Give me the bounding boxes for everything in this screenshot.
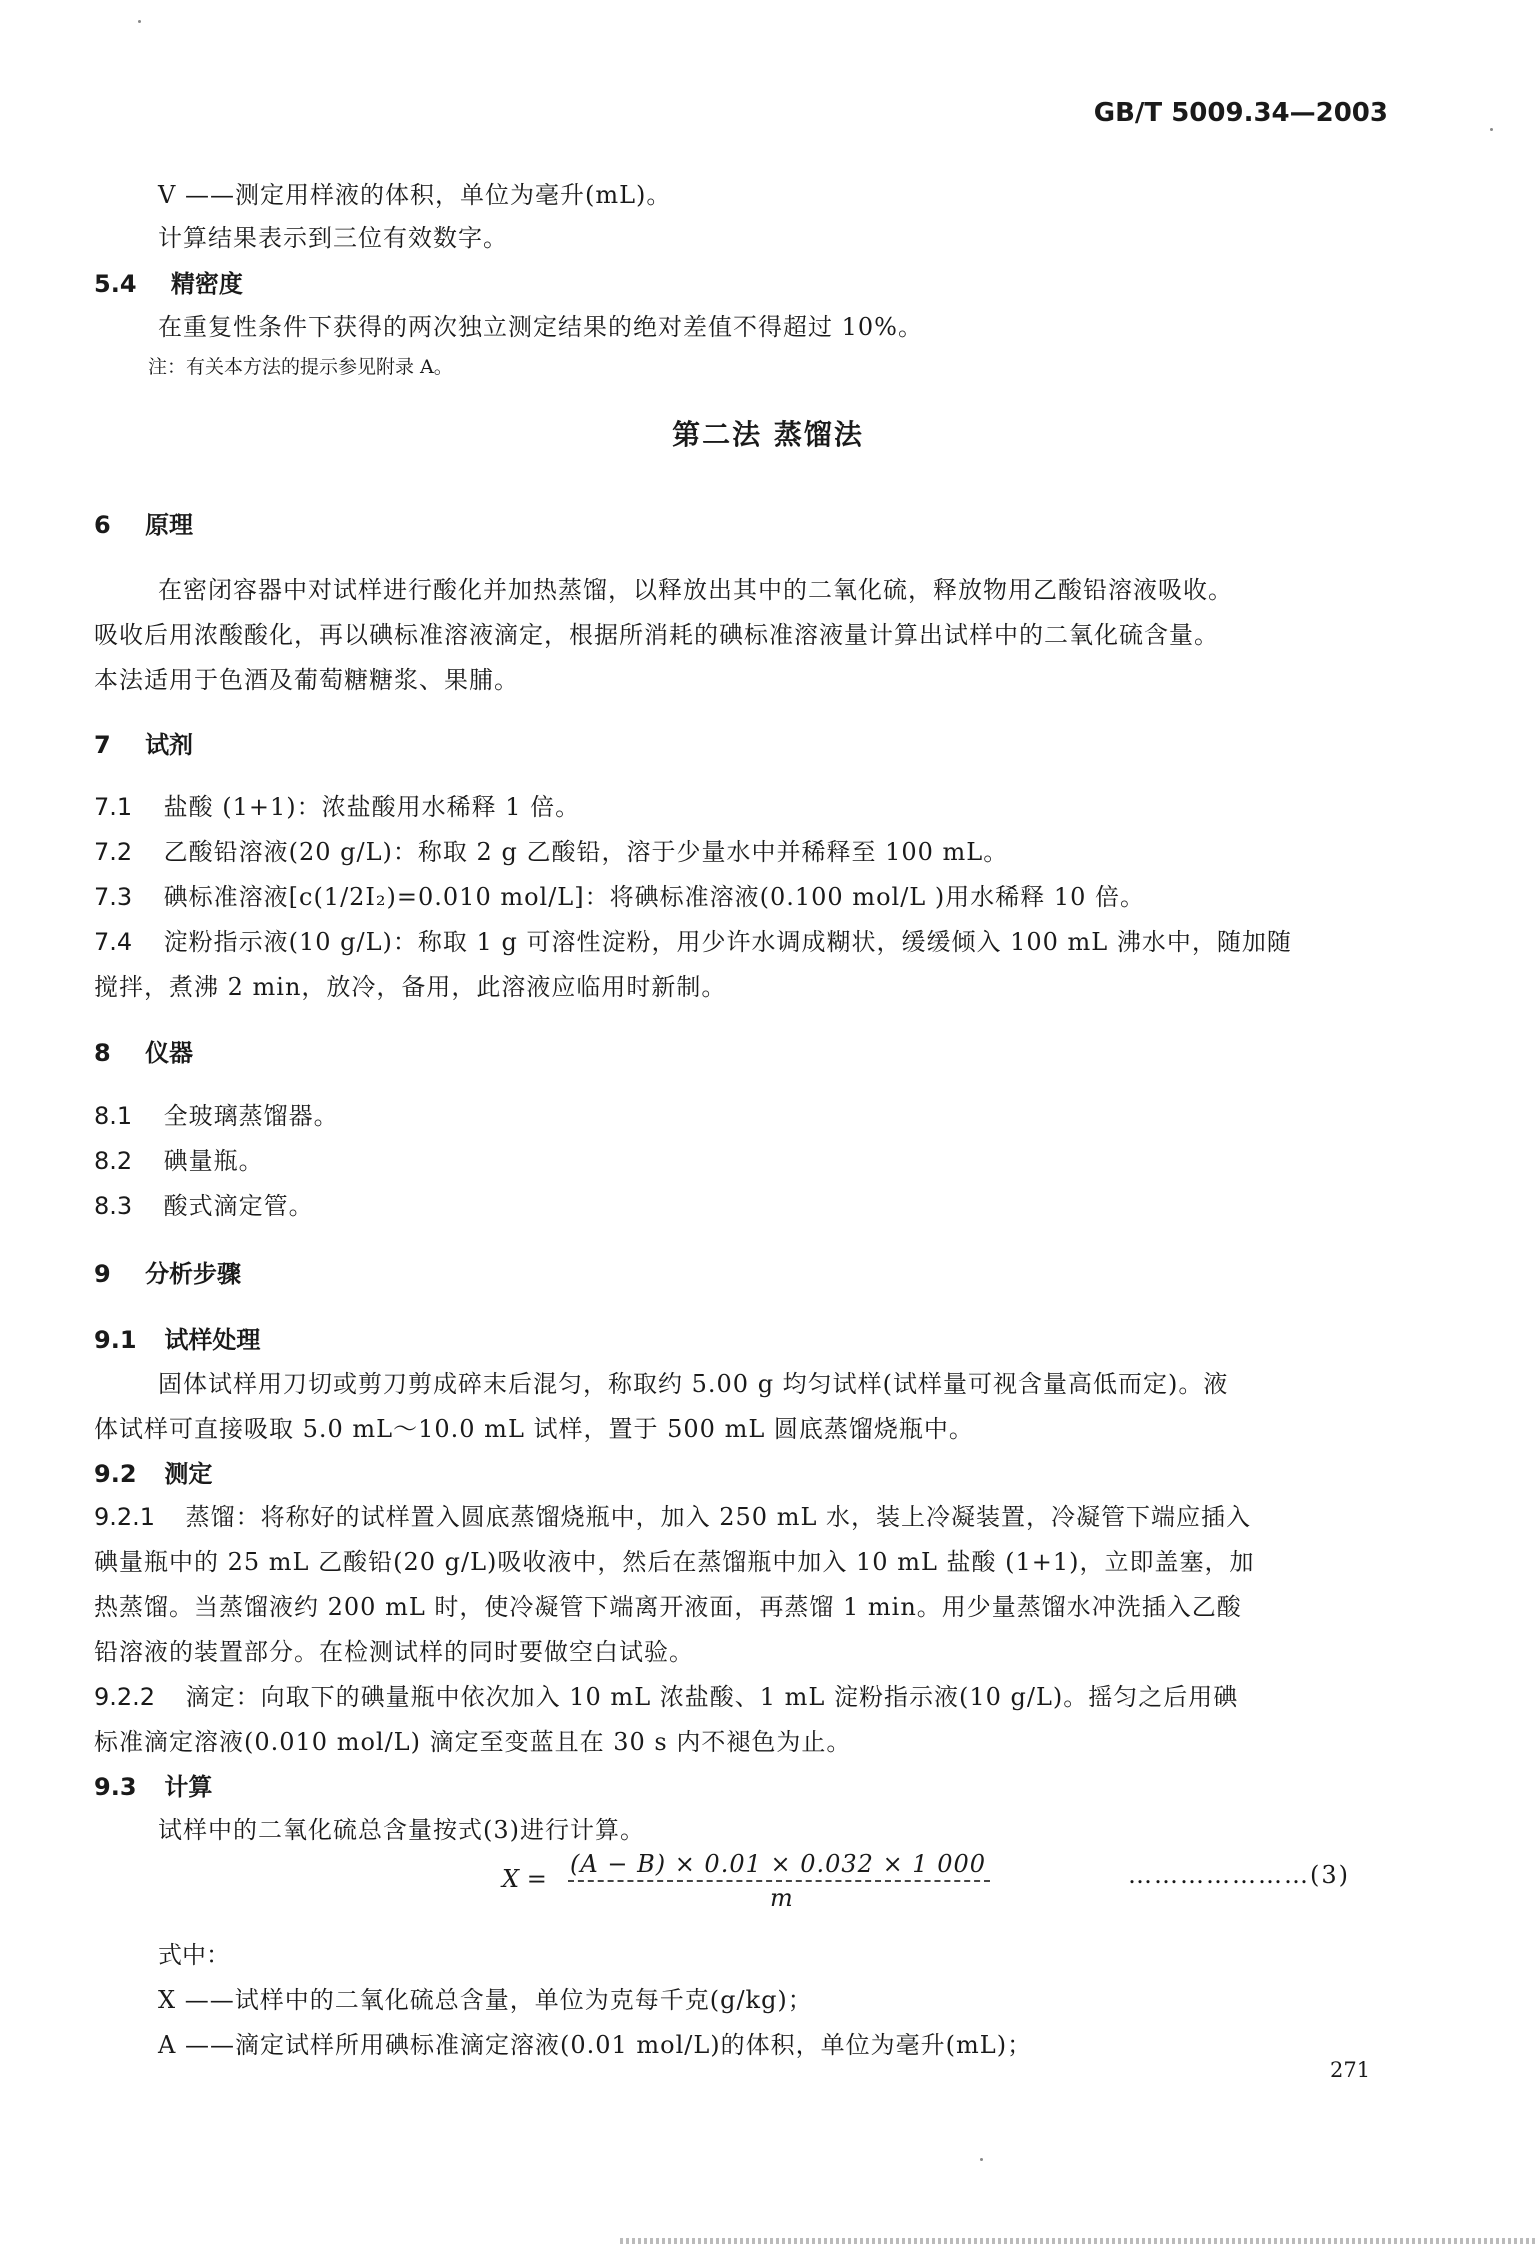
section-title: 计算 xyxy=(164,1773,213,1801)
formula-lhs: X = xyxy=(502,1865,547,1893)
item-number: 7.4 xyxy=(94,928,133,956)
section-7-heading xyxy=(94,725,193,760)
section-9-3-heading xyxy=(94,1767,212,1802)
section-6-heading xyxy=(94,505,193,540)
section-5-4-heading xyxy=(94,264,243,299)
section-8-heading xyxy=(94,1033,193,1068)
scan-edge xyxy=(620,2238,1536,2244)
item-number: 7.2 xyxy=(94,838,133,866)
variable-v-definition: V ——测定用样液的体积，单位为毫升(mL)。 xyxy=(158,181,672,209)
scan-speck xyxy=(1490,128,1493,131)
variable-x-definition: X ——试样中的二氧化硫总含量，单位为克每千克(g/kg)； xyxy=(158,1986,813,2014)
item-text: 淀粉指示液(10 g/L)：称取 1 g 可溶性淀粉，用少许水调成糊状，缓缓倾入 100 mL 沸水中，随加随 xyxy=(163,928,1292,956)
section-number: 5.4 xyxy=(94,270,137,298)
distillation-line: 热蒸馏。当蒸馏液约 200 mL 时，使冷凝管下端离开液面，再蒸馏 1 min。用少量蒸馏水冲洗插入乙酸 xyxy=(94,1593,1242,1621)
section-9-1-heading xyxy=(94,1320,260,1355)
reagent-item-continuation: 搅拌，煮沸 2 min，放冷，备用，此溶液应临用时新制。 xyxy=(94,973,727,1001)
variable-a-definition: A ——滴定试样所用碘标准滴定溶液(0.01 mol/L)的体积，单位为毫升(mL)； xyxy=(158,2031,1033,2059)
section-9-2-heading xyxy=(94,1454,212,1489)
where-label: 式中： xyxy=(158,1941,230,1969)
standard-number: GB/T 5009.34—2003 xyxy=(1093,98,1388,128)
formula-numerator: (A − B) × 0.01 × 0.032 × 1 000 xyxy=(570,1850,987,1878)
section-number: 6 xyxy=(94,511,111,539)
reagent-item xyxy=(94,922,1292,957)
page-number: 271 xyxy=(1330,2058,1371,2082)
calculation-intro: 试样中的二氧化硫总含量按式(3)进行计算。 xyxy=(158,1816,645,1844)
item-text: 碘量瓶。 xyxy=(163,1147,264,1175)
principle-line: 在密闭容器中对试样进行酸化并加热蒸馏，以释放出其中的二氧化硫，释放物用乙酸铅溶液吸收。 xyxy=(158,576,1233,604)
item-text: 蒸馏：将称好的试样置入圆底蒸馏烧瓶中，加入 250 mL 水，装上冷凝装置，冷凝管下端应插入 xyxy=(185,1503,1252,1531)
equation-number: …………………(3) xyxy=(1128,1861,1350,1889)
precision-text: 在重复性条件下获得的两次独立测定结果的绝对差值不得超过 10%。 xyxy=(158,313,923,341)
reagent-item xyxy=(94,787,580,822)
titration-line: 标准滴定溶液(0.010 mol/L) 滴定至变蓝且在 30 s 内不褪色为止。 xyxy=(94,1728,852,1756)
section-number: 8 xyxy=(94,1039,111,1067)
section-title: 试样处理 xyxy=(164,1326,261,1354)
section-number: 9.1 xyxy=(94,1326,137,1354)
item-number: 9.2.2 xyxy=(94,1683,156,1711)
formula-denominator: m xyxy=(770,1884,793,1912)
item-text: 全玻璃蒸馏器。 xyxy=(163,1102,339,1130)
section-number: 7 xyxy=(94,731,111,759)
apparatus-item xyxy=(94,1096,339,1131)
fraction-bar xyxy=(568,1880,990,1883)
result-precision-note: 计算结果表示到三位有效数字。 xyxy=(158,224,508,252)
titration-first-line xyxy=(94,1677,1238,1712)
section-title: 分析步骤 xyxy=(145,1260,242,1288)
method-title: 第二法 蒸馏法 xyxy=(672,418,864,451)
item-text: 碘标准溶液[c(1/2I₂)=0.010 mol/L]：将碘标准溶液(0.100 mol/L )用水稀释 10 倍。 xyxy=(163,883,1146,911)
appendix-note: 注：有关本方法的提示参见附录 A。 xyxy=(148,356,453,378)
section-number: 9.2 xyxy=(94,1460,137,1488)
item-text: 酸式滴定管。 xyxy=(163,1192,314,1220)
sample-prep-line: 体试样可直接吸取 5.0 mL～10.0 mL 试样，置于 500 mL 圆底蒸馏烧瓶中。 xyxy=(94,1415,974,1443)
section-number: 9 xyxy=(94,1260,111,1288)
scan-speck xyxy=(138,20,141,23)
apparatus-item xyxy=(94,1186,314,1221)
item-text: 乙酸铅溶液(20 g/L)：称取 2 g 乙酸铅，溶于少量水中并稀释至 100 mL。 xyxy=(163,838,1009,866)
item-text: 盐酸 (1+1)：浓盐酸用水稀释 1 倍。 xyxy=(163,793,581,821)
section-title: 试剂 xyxy=(145,731,194,759)
distillation-line: 碘量瓶中的 25 mL 乙酸铅(20 g/L)吸收液中，然后在蒸馏瓶中加入 10 mL 盐酸 (1+1)，立即盖塞，加 xyxy=(94,1548,1255,1576)
principle-line: 吸收后用浓酸酸化，再以碘标准溶液滴定，根据所消耗的碘标准溶液量计算出试样中的二氧化硫含量。 xyxy=(94,621,1219,649)
item-number: 8.1 xyxy=(94,1102,133,1130)
item-text: 滴定：向取下的碘量瓶中依次加入 10 mL 浓盐酸、1 mL 淀粉指示液(10 g/L)。摇匀之后用碘 xyxy=(185,1683,1239,1711)
distillation-first-line xyxy=(94,1497,1251,1532)
apparatus-item xyxy=(94,1141,264,1176)
section-9-heading xyxy=(94,1254,241,1289)
item-number: 8.2 xyxy=(94,1147,133,1175)
reagent-item xyxy=(94,877,1145,912)
section-title: 精密度 xyxy=(170,270,243,298)
section-title: 仪器 xyxy=(145,1039,194,1067)
item-number: 8.3 xyxy=(94,1192,133,1220)
item-number: 7.3 xyxy=(94,883,133,911)
item-number: 9.2.1 xyxy=(94,1503,156,1531)
sample-prep-line: 固体试样用刀切或剪刀剪成碎末后混匀，称取约 5.00 g 均匀试样(试样量可视含量高低而定)。液 xyxy=(158,1370,1229,1398)
item-number: 7.1 xyxy=(94,793,133,821)
distillation-line: 铅溶液的装置部分。在检测试样的同时要做空白试验。 xyxy=(94,1638,694,1666)
scan-speck xyxy=(980,2158,983,2161)
reagent-item xyxy=(94,832,1008,867)
section-number: 9.3 xyxy=(94,1773,137,1801)
principle-line: 本法适用于色酒及葡萄糖糖浆、果脯。 xyxy=(94,666,519,694)
section-title: 测定 xyxy=(164,1460,213,1488)
section-title: 原理 xyxy=(145,511,194,539)
